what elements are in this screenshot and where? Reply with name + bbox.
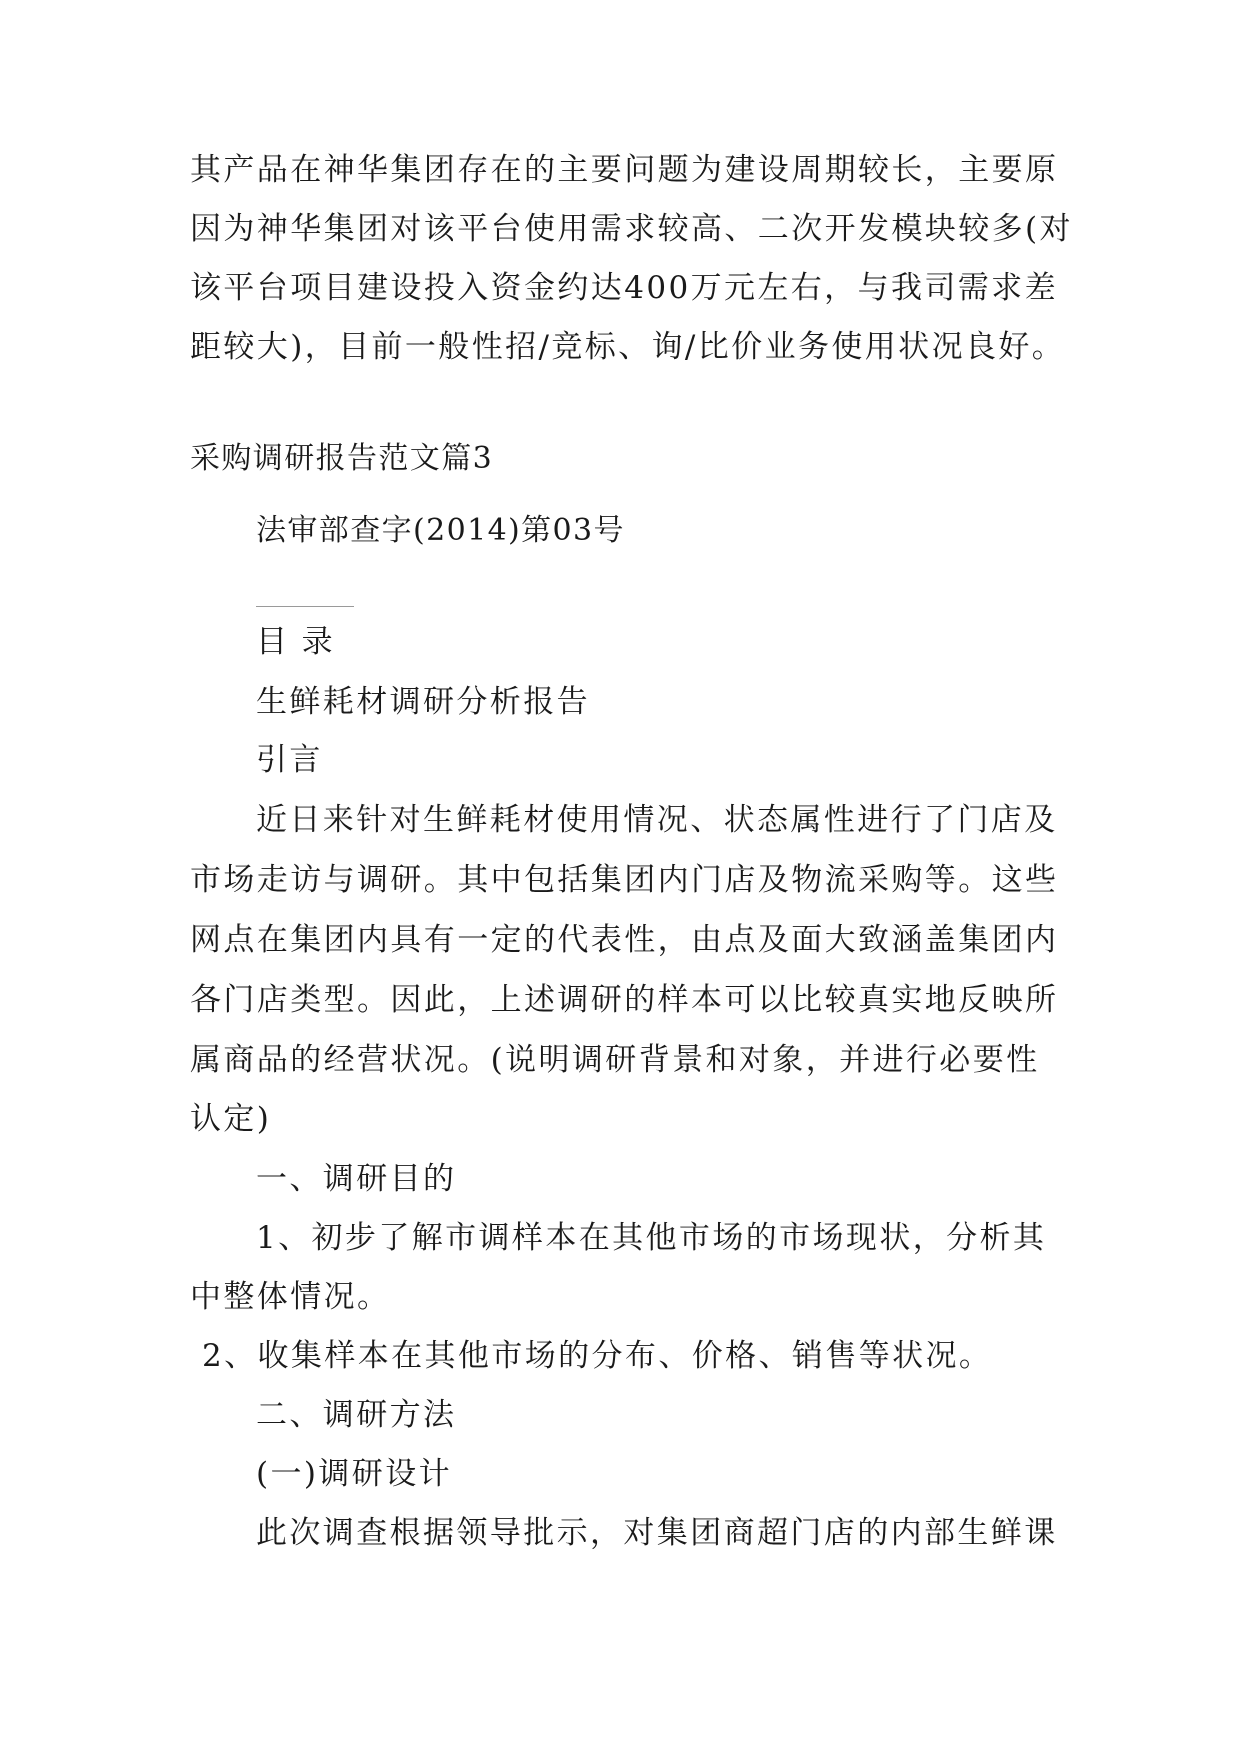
paragraph-line: 认定) <box>190 1101 272 1137</box>
paragraph-line: 中整体情况。 <box>190 1279 391 1315</box>
separator-line <box>256 606 354 607</box>
section-title: 采购调研报告范文篇3 <box>190 441 494 476</box>
paragraph-line: 该平台项目建设投入资金约达400万元左右，与我司需求差 <box>190 270 1058 306</box>
paragraph-line: 近日来针对生鲜耗材使用情况、状态属性进行了门店及 <box>256 802 1058 838</box>
paragraph-line: 网点在集团内具有一定的代表性，由点及面大致涵盖集团内 <box>190 922 1059 958</box>
paragraph-line: 距较大)，目前一般性招/竞标、询/比价业务使用状况良好。 <box>190 329 1066 365</box>
paragraph-line: 2、收集样本在其他市场的分布、价格、销售等状况。 <box>202 1338 993 1374</box>
paragraph-line: 其产品在神华集团存在的主要问题为建设周期较长，主要原 <box>190 152 1059 188</box>
paragraph-line: 1、初步了解市调样本在其他市场的市场现状，分析其 <box>256 1220 1047 1256</box>
subsection-heading: (一)调研设计 <box>256 1456 452 1492</box>
report-title: 生鲜耗材调研分析报告 <box>256 684 590 720</box>
paragraph-line: 各门店类型。因此，上述调研的样本可以比较真实地反映所 <box>190 982 1059 1018</box>
paragraph-line: 属商品的经营状况。(说明调研背景和对象，并进行必要性 <box>190 1042 1040 1078</box>
paragraph-line: 此次调查根据领导批示，对集团商超门店的内部生鲜课 <box>256 1515 1058 1551</box>
paragraph-line: 因为神华集团对该平台使用需求较高、二次开发模块较多(对 <box>190 211 1073 247</box>
toc-label: 目 录 <box>256 624 336 660</box>
document-number: 法审部查字(2014)第03号 <box>256 513 625 548</box>
intro-heading: 引言 <box>256 742 323 778</box>
section-heading: 二、调研方法 <box>256 1397 457 1433</box>
section-heading: 一、调研目的 <box>256 1161 457 1197</box>
paragraph-line: 市场走访与调研。其中包括集团内门店及物流采购等。这些 <box>190 862 1059 898</box>
